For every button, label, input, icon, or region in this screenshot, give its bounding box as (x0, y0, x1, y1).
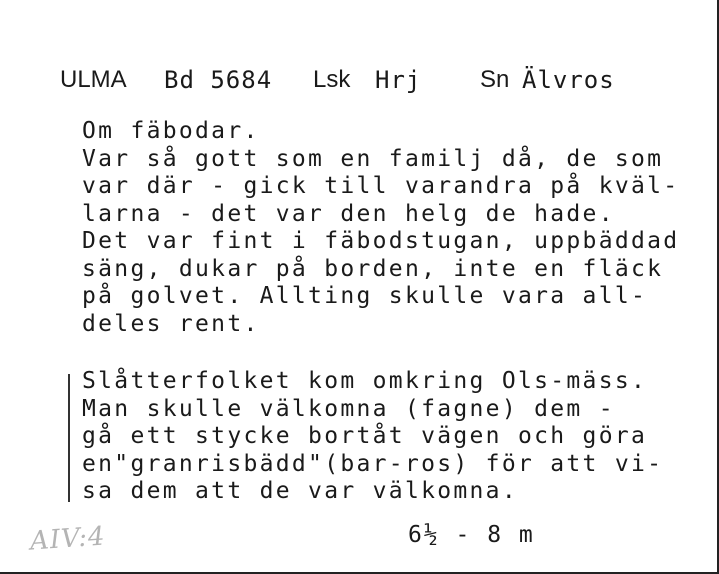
archive-stamp: AIV:4 (29, 521, 107, 557)
text-line: Man skulle välkomna (fagne) dem - (82, 395, 615, 422)
text-line: Det var fint i fäbodstugan, uppbäddad (82, 228, 680, 254)
measure-note: 6½ - 8 m (408, 522, 535, 548)
text-line: Slåtterfolket kom omkring Ols-mäss. (82, 368, 648, 394)
parish-label: Sn (480, 66, 510, 93)
margin-mark (68, 374, 70, 502)
text-line: var där - gick till varandra på kväl- (82, 173, 680, 199)
text-line: deles rent. (82, 310, 260, 337)
record-number: Bd 5684 (164, 66, 273, 94)
text-line: på golvet. Allting skulle vara all- (82, 283, 648, 309)
archive-name: ULMA (60, 66, 127, 93)
text-line: gå ett stycke bortåt vägen och göra (82, 423, 648, 449)
text-line: sa dem att de var välkomna. (82, 478, 518, 504)
paragraph-slatterfolk (82, 368, 663, 506)
province-code: Hrj (375, 66, 422, 94)
parish-name: Älvros (522, 66, 615, 94)
landskap-label: Lsk (313, 66, 351, 93)
text-line: larna - det var den helg de hade. (82, 200, 615, 227)
text-line: en"granrisbädd"(bar-ros) för att vi- (82, 450, 664, 477)
text-line: säng, dukar på borden, inte en fläck (82, 255, 664, 282)
text-line: Om fäbodar. (82, 118, 260, 144)
text-line: Var så gott som en familj då, de som (82, 145, 664, 172)
paragraph-fabodar (82, 118, 679, 338)
